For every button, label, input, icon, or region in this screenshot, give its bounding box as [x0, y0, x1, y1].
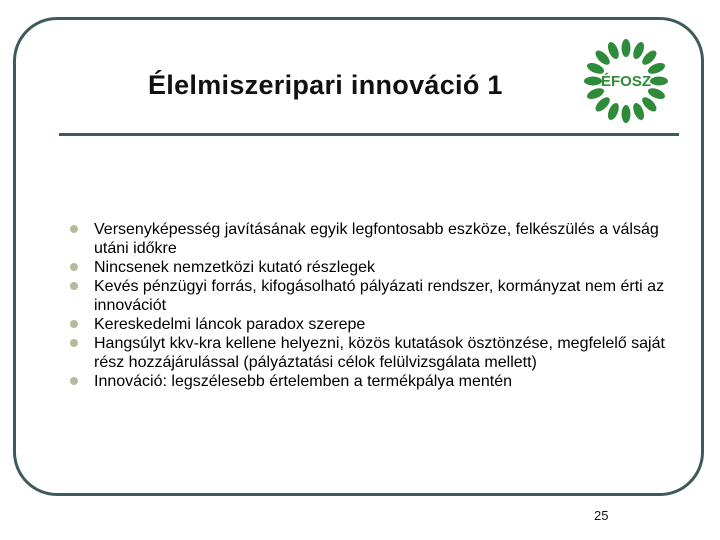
bullet-item	[70, 334, 670, 372]
bullet-text: Hangsúlyt kkv-kra kellene helyezni, közös kutatások ösztönzése, megfelelő saját rész hozzájárulással (pályáztatási célok felülvizsgálata mellett)	[94, 335, 665, 371]
bullet-text: Innováció: legszélesebb értelemben a termékpálya mentén	[94, 373, 513, 390]
logo-leaf	[622, 39, 631, 57]
round-bullet-icon	[70, 263, 78, 271]
round-bullet-icon	[70, 282, 78, 290]
bullet-item	[70, 220, 670, 258]
page-number: 25	[594, 508, 609, 523]
round-bullet-icon	[70, 320, 78, 328]
logo-leaf	[622, 105, 631, 123]
bullet-text: Nincsenek nemzetközi kutató részlegek	[94, 259, 376, 276]
efosz-logo-icon	[583, 38, 669, 124]
bullet-item	[70, 258, 670, 277]
round-bullet-icon	[70, 377, 78, 385]
logo-text: ÉFOSZ	[600, 73, 652, 90]
round-bullet-icon	[70, 339, 78, 347]
round-bullet-icon	[70, 225, 78, 233]
bullet-list	[70, 220, 670, 391]
bullet-text: Kereskedelmi láncok paradox szerepe	[94, 316, 366, 333]
logo-leaf	[584, 77, 602, 86]
bullet-item	[70, 372, 670, 391]
logo-leaf	[650, 77, 668, 86]
bullet-text: Versenyképesség javításának egyik legfontosabb eszköze, felkészülés a válság utáni időkre	[94, 221, 659, 257]
bullet-text: Kevés pénzügyi forrás, kifogásolható pályázati rendszer, kormányzat nem érti az innovációt	[94, 278, 665, 314]
bullet-item	[70, 315, 670, 334]
bullet-item	[70, 277, 670, 315]
title-divider	[59, 133, 679, 136]
slide-title: Élelmiszeripari innováció 1	[148, 70, 503, 100]
